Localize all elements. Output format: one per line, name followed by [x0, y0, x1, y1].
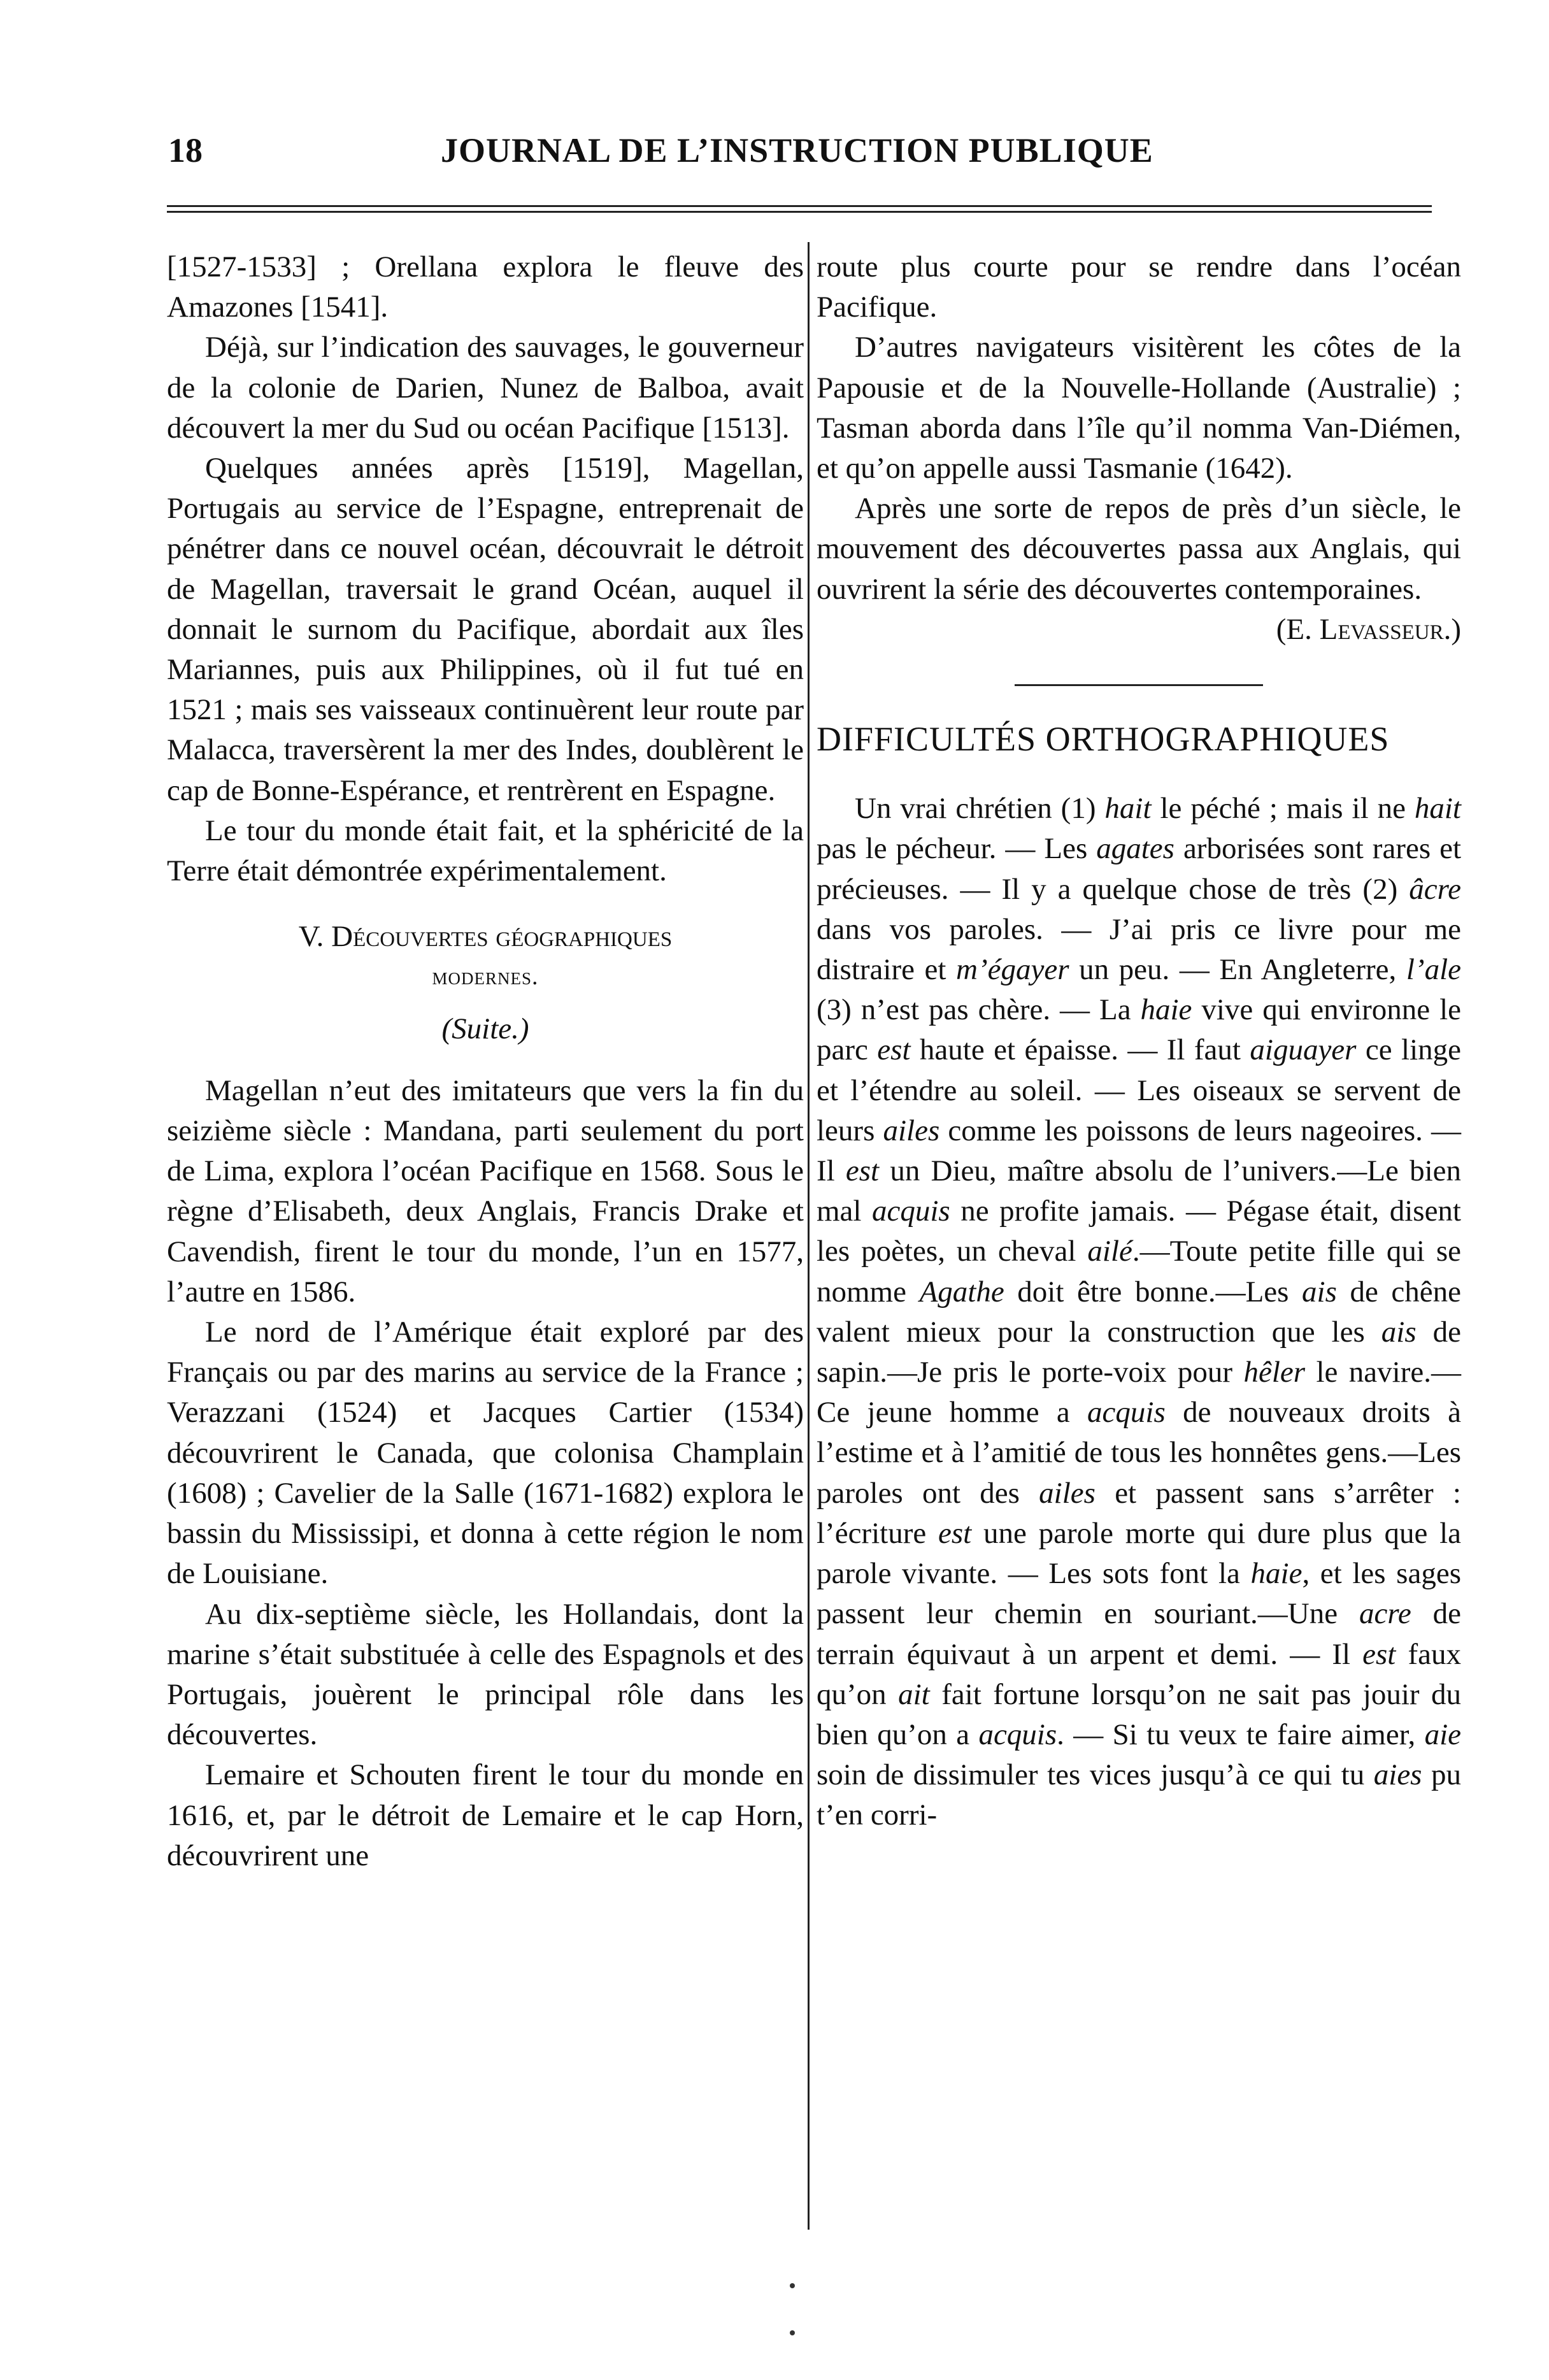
text-run: , et les sages passent leur chemin en souriant.—Une [817, 1557, 1461, 1631]
italic-word: hait [1414, 792, 1461, 826]
text-run: le navire.—Ce jeune homme a [817, 1356, 1461, 1430]
section-suite: (Suite.) [441, 1012, 529, 1045]
page-speck [790, 2283, 795, 2288]
paragraph: D’autres navigateurs visitèrent les côtes de la Papousie et de la Nouvelle-Hollande (Australie) ; Tasman aborda dans l’île qu’il nomma Van-Diémen, et qu’on appelle aussi Tasmanie (1642). [817, 331, 1461, 485]
signature-open: (E. [1276, 612, 1320, 646]
text-run: et passent sans s’arrêter : l’écriture [817, 1476, 1461, 1550]
text-run: un Dieu, maître absolu de l’univers.—Le bien mal [817, 1154, 1461, 1228]
paragraph: [1527-1533] ; Orellana explora le fleuve des Amazones [1541]. [167, 250, 804, 324]
paragraph: Le tour du monde était fait, et la sphéricité de la Terre était démontrée expérimentalement. [167, 814, 804, 888]
italic-word: m’égayer [956, 953, 1069, 987]
italic-word: aie [1424, 1717, 1461, 1751]
header-rule [167, 205, 1432, 213]
running-title: JOURNAL DE L’INSTRUCTION PUBLIQUE [441, 131, 1153, 169]
text-run: arborisées sont rares et précieuses. — Il y a quelque chose de très (2) [817, 832, 1462, 906]
text-run: . — Si tu veux te faire aimer, [1057, 1717, 1425, 1751]
text-run: un peu. — En Angleterre, [1069, 953, 1406, 987]
paragraph: Après une sorte de repos de près d’un siècle, le mouvement des découvertes passa aux Anglais, qui ouvrirent la série des découvertes contemporaines. [817, 492, 1461, 606]
paragraph: Lemaire et Schouten firent le tour du monde en 1616, et, par le détroit de Lemaire et le cap Horn, découvrirent une [167, 1758, 804, 1872]
text-run: ne profite jamais. — Pégase était, disent les poètes, un cheval [817, 1194, 1461, 1268]
text-run: dans vos paroles. — J’ai pris ce livre pour me distraire et [817, 912, 1461, 987]
paragraph: route plus courte pour se rendre dans l’océan Pacifique. [817, 250, 1461, 324]
text-run: soin de dissimuler tes vices jusqu’à ce qui tu [817, 1758, 1374, 1792]
italic-word: Agathe [919, 1275, 1004, 1308]
paragraph: Au dix-septième siècle, les Hollandais, dont la marine s’était substituée à celle des Espagnols et des Portugais, jouèrent le principal rôle dans les découvertes. [167, 1597, 804, 1752]
text-run: pu t’en corri- [817, 1758, 1462, 1832]
italic-word: haie [1140, 993, 1192, 1027]
italic-word: est [845, 1154, 880, 1188]
italic-word: ais [1381, 1315, 1417, 1349]
signature-close: .) [1443, 612, 1461, 646]
section-divider [1015, 684, 1263, 686]
page-speck [790, 2330, 795, 2335]
text-run: une parole morte qui dure plus que la parole vivante. — Les sots font la [817, 1516, 1461, 1591]
section-title: V. Découvertes géographiques [298, 920, 673, 954]
italic-word: acre [1359, 1597, 1411, 1631]
paragraph: Déjà, sur l’indication des sauvages, le gouverneur de la colonie de Darien, Nunez de Balboa, avait découvert la mer du Sud ou océan Pacifique [1513]. [167, 331, 804, 445]
exercise-paragraph [817, 789, 1461, 1835]
column-divider [808, 242, 810, 2230]
italic-word: ais [1302, 1275, 1337, 1308]
italic-word: acquis [872, 1194, 950, 1228]
text-run: comme les poissons de leurs nageoires. — Il [817, 1114, 1461, 1188]
text-run: Un vrai chrétien (1) [855, 792, 1105, 826]
italic-word: hêler [1243, 1356, 1306, 1389]
text-run: de sapin.—Je pris le porte-voix pour [817, 1315, 1461, 1389]
text-run: de chêne valent mieux pour la construction que les [817, 1275, 1461, 1349]
text-run: ce linge et l’étendre au soleil. — Les oiseaux se servent de leurs [817, 1033, 1462, 1147]
page-header [167, 131, 1432, 182]
section-heading: DIFFICULTÉS ORTHOGRAPHIQUES [817, 720, 1390, 759]
italic-word: âcre [1409, 872, 1461, 906]
italic-word: acquis [978, 1717, 1057, 1751]
italic-word: haie [1250, 1557, 1303, 1591]
paragraph: Magellan n’eut des imitateurs que vers la fin du seizième siècle : Mandana, parti seulement du port de Lima, explora l’océan Pacifique en 1568. Sous le règne d’Elisabeth, deux Anglais, Francis Drake et Cavendish, firent le tour du monde, l’un en 1577, l’autre en 1586. [167, 1073, 804, 1308]
italic-word: l’ale [1406, 953, 1461, 987]
paragraph: Le nord de l’Amérique était exploré par des Français ou par des marins au service de la France ; Verazzani (1524) et Jacques Cartier (1534) découvrirent le Canada, que colonisa Champlain (1608) ; Cavelier de la Salle (1671-1682) explora le bassin du Mississipi, et donna à cette région le nom de Louisiane. [167, 1315, 804, 1591]
italic-word: agates [1096, 832, 1174, 866]
right-column [817, 247, 1461, 1836]
text-run: de nouveaux droits à l’estime et à l’amitié de tous les honnêtes gens.—Les paroles ont des [817, 1396, 1461, 1510]
text-run: (3) n’est pas chère. — La [817, 993, 1141, 1027]
italic-word: ailes [1039, 1476, 1096, 1510]
italic-word: aiguayer [1250, 1033, 1357, 1067]
italic-word: est [1362, 1637, 1396, 1671]
paragraph: Quelques années après [1519], Magellan, Portugais au service de l’Espagne, entreprenait de pénétrer dans ce nouvel océan, découvrait le détroit de Magellan, traversait le grand Océan, auquel il donnait le surnom du Pacifique, abordait aux îles Mariannes, puis aux Philippines, où il fut tué en 1521 ; mais ses vaisseaux continuèrent leur route par Malacca, traversèrent la mer des Indes, doublèrent le cap de Bonne-Espérance, et rentrèrent en Espagne. [167, 452, 804, 807]
signature-name: Levasseur [1319, 612, 1444, 646]
text-run: pas le pécheur. — Les [817, 832, 1097, 866]
text-run: fait fortune lorsqu’on ne sait pas jouir du bien qu’on a [817, 1677, 1461, 1751]
text-run: vive qui environne le parc [817, 993, 1461, 1067]
text-run: faux qu’on [817, 1637, 1461, 1711]
italic-word: ait [898, 1677, 930, 1711]
italic-word: est [938, 1516, 972, 1550]
author-signature [817, 610, 1461, 650]
text-run: haute et épaisse. — Il faut [910, 1033, 1250, 1067]
text-run: doit être bonne.—Les [1004, 1275, 1303, 1308]
italic-word: acquis [1087, 1396, 1166, 1430]
text-run: .—Toute petite fille qui se nomme [817, 1235, 1462, 1308]
section-title-line2: modernes. [432, 963, 539, 991]
text-run: le péché ; mais il ne [1151, 792, 1415, 826]
italic-word: ailé [1087, 1235, 1132, 1268]
italic-word: hait [1104, 792, 1152, 826]
italic-word: est [877, 1033, 911, 1067]
page-number: 18 [168, 131, 203, 169]
left-column [167, 247, 804, 1876]
text-run: de terrain équivaut à un arpent et demi. — Il [817, 1597, 1461, 1671]
italic-word: ailes [883, 1114, 940, 1147]
italic-word: aies [1373, 1758, 1422, 1792]
